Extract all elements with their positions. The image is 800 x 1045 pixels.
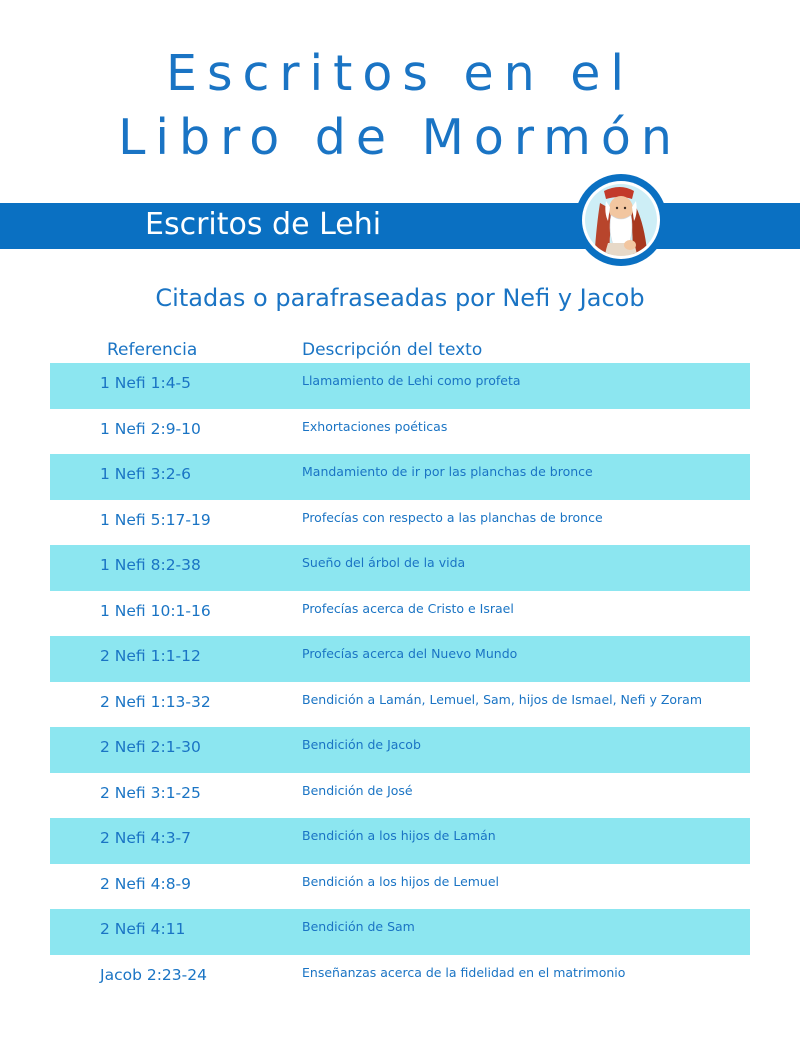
section-title: Escritos de Lehi [145, 207, 382, 242]
description-cell: Exhortaciones poéticas [302, 418, 448, 434]
reference-cell: 2 Nefi 4:8-9 [100, 874, 192, 893]
table-row [50, 773, 750, 819]
table-row [50, 909, 750, 955]
description-cell: Profecías acerca del Nuevo Mundo [302, 646, 518, 661]
description-cell: Bendición a los hijos de Lamán [302, 828, 496, 843]
description-cell: Llamamiento de Lehi como profeta [302, 373, 521, 388]
reference-cell: 1 Nefi 1:4-5 [100, 374, 192, 392]
title-line-2: Libro de Mormón [118, 109, 682, 166]
table-row [50, 818, 750, 864]
description-cell: Bendición a los hijos de Lemuel [302, 873, 500, 889]
reference-cell: 1 Nefi 3:2-6 [100, 465, 192, 483]
table-row [50, 545, 750, 591]
table-row [50, 409, 750, 455]
description-cell: Bendición a Lamán, Lemuel, Sam, hijos de Ismael, Nefi y Zoram [302, 691, 702, 707]
description-cell: Bendición de Sam [302, 919, 415, 934]
title-line-1: Escritos en el [165, 45, 635, 102]
description-cell: Enseñanzas acerca de la fidelidad en el matrimonio [302, 964, 626, 980]
column-header-reference: Referencia [107, 340, 198, 360]
section-banner [0, 203, 800, 249]
description-cell: Bendición de José [302, 782, 413, 798]
table-row [50, 363, 750, 409]
reference-cell: Jacob 2:23-24 [100, 965, 207, 984]
table-row [50, 591, 750, 637]
description-cell: Bendición de Jacob [302, 737, 421, 752]
table-row [50, 454, 750, 500]
lehi-portrait-icon [574, 173, 668, 267]
column-header-description: Descripción del texto [302, 340, 483, 360]
description-cell: Mandamiento de ir por las planchas de bronce [302, 464, 593, 479]
table-row [50, 636, 750, 682]
table-row [50, 500, 750, 546]
reference-cell: 2 Nefi 4:3-7 [100, 829, 192, 847]
table-row [50, 682, 750, 728]
reference-cell: 2 Nefi 1:1-12 [100, 647, 201, 665]
reference-cell: 1 Nefi 5:17-19 [100, 510, 211, 529]
table-row [50, 864, 750, 910]
writings-table [50, 363, 750, 1000]
reference-cell: 1 Nefi 8:2-38 [100, 556, 201, 574]
reference-cell: 2 Nefi 2:1-30 [100, 738, 201, 756]
reference-cell: 1 Nefi 10:1-16 [100, 601, 211, 620]
description-cell: Sueño del árbol de la vida [302, 555, 466, 570]
reference-cell: 2 Nefi 1:13-32 [100, 692, 211, 711]
table-row [50, 727, 750, 773]
reference-cell: 2 Nefi 4:11 [100, 920, 186, 938]
subtitle: Citadas o parafraseadas por Nefi y Jacob [155, 284, 645, 312]
table-row [50, 955, 750, 1001]
description-cell: Profecías con respecto a las planchas de bronce [302, 509, 603, 525]
reference-cell: 1 Nefi 2:9-10 [100, 419, 201, 438]
description-cell: Profecías acerca de Cristo e Israel [302, 600, 514, 616]
reference-cell: 2 Nefi 3:1-25 [100, 783, 201, 802]
